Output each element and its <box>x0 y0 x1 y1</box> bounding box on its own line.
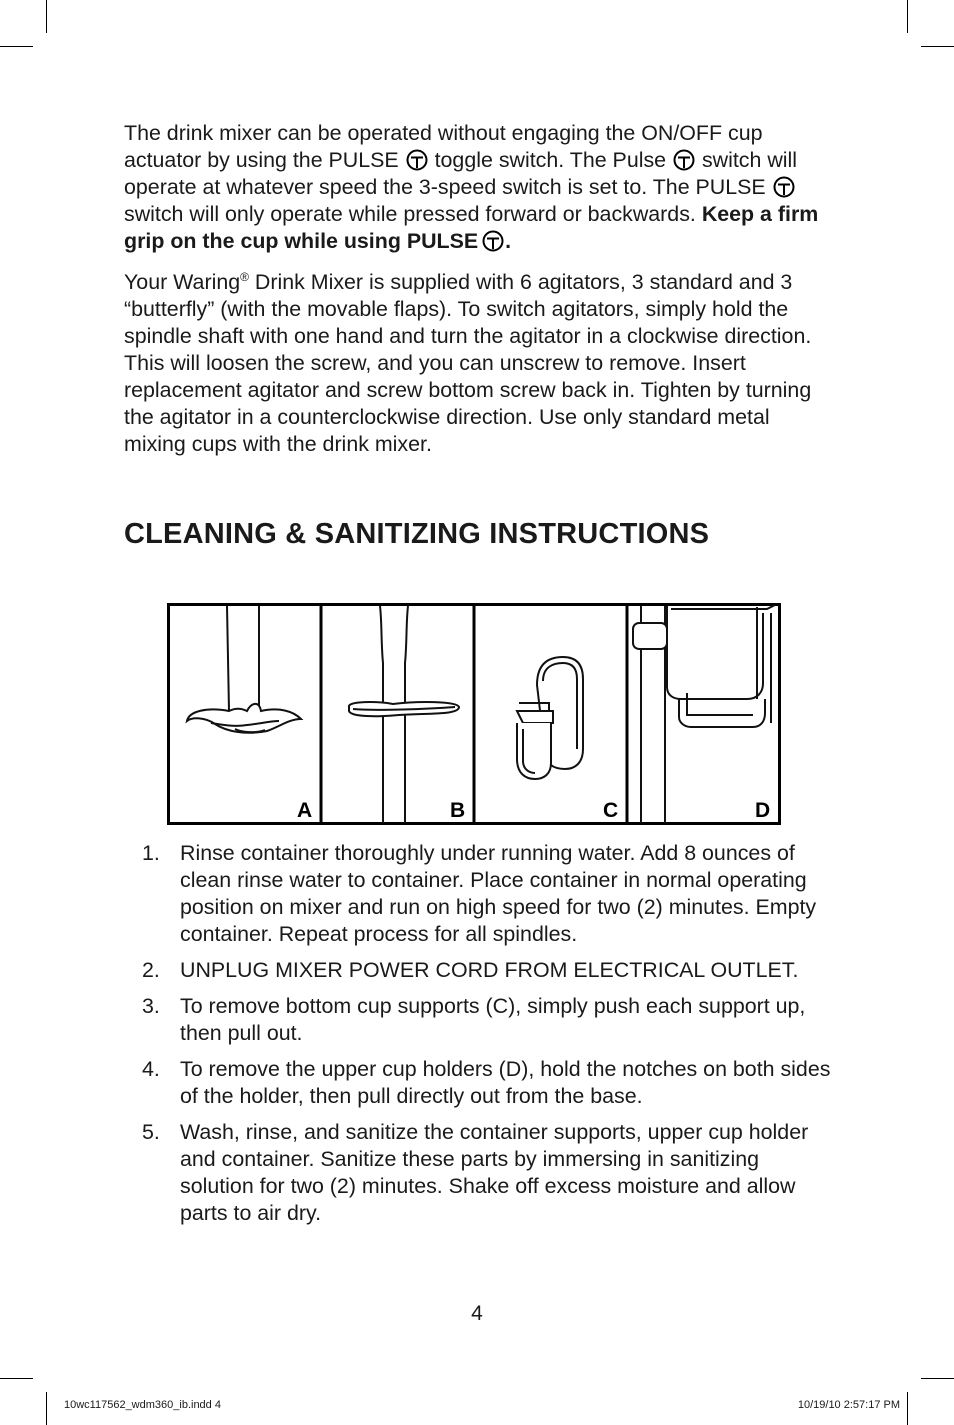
step-number: 5. <box>142 1120 160 1144</box>
step-number: 4. <box>142 1057 160 1081</box>
step-text: To remove the upper cup holders (D), hold the notches on both sides of the holder, then pull directly out from the base. <box>180 1057 831 1108</box>
text-span: . <box>505 229 512 253</box>
pulse-toggle-icon <box>773 176 795 198</box>
crop-mark <box>0 46 33 47</box>
parts-illustration <box>167 603 781 825</box>
figure-label-b: B <box>450 799 466 822</box>
text-span: Your Waring <box>124 270 241 294</box>
figure-label-c: C <box>603 799 619 822</box>
step-text: To remove bottom cup supports (C), simply push each support up, then pull out. <box>180 994 806 1045</box>
slug-timestamp: 10/19/10 2:57:17 PM <box>797 1399 900 1411</box>
list-item <box>124 993 836 1047</box>
list-item <box>124 1056 836 1110</box>
step-text: Wash, rinse, and sanitize the container supports, upper cup holder and container. Sanitize these parts by immersing in sanitizing solution for two (2) minutes. Shake off excess moisture and allow parts to air dry. <box>180 1120 809 1225</box>
step-number: 1. <box>142 841 160 865</box>
list-item <box>124 957 836 984</box>
text-span: Drink Mixer is supplied with 6 agitators, 3 standard and 3 “butterfly” (with the movable flaps). To switch agitators, simply hold the spindle shaft with one hand and turn the agitator in a clockwise direction. This will loosen the screw, and you can unscrew to remove. Insert replacement agitator and screw bottom screw back in. Tighten by turning the agitator in a counterclockwise direction. Use only standard metal mixing cups with the drink mixer. <box>124 270 812 456</box>
intro-paragraph-1 <box>124 120 836 255</box>
crop-mark <box>921 46 954 47</box>
intro-text <box>124 120 836 472</box>
text-span: switch will only operate while pressed forward or backwards. <box>124 202 696 226</box>
list-item <box>124 840 836 948</box>
figure-label-a: A <box>297 799 313 822</box>
crop-mark <box>0 1378 33 1379</box>
text-span: toggle switch. The Pulse <box>434 148 667 172</box>
step-number: 3. <box>142 994 160 1018</box>
crop-mark <box>921 1378 954 1379</box>
step-text: Rinse container thoroughly under running water. Add 8 ounces of clean rinse water to container. Place container in normal operating position on mixer and run on high speed for two (2) minutes. Empty container. Repeat process for all spindles. <box>180 841 817 946</box>
crop-mark <box>907 1392 908 1425</box>
crop-mark <box>907 0 908 33</box>
cleaning-steps <box>124 840 836 1236</box>
pulse-warning: Keep a firm grip on the cup while using PULSE <box>124 202 819 253</box>
registered-mark: ® <box>240 270 249 284</box>
page-number: 4 <box>471 1302 483 1325</box>
pulse-toggle-icon <box>406 149 428 171</box>
step-text: UNPLUG MIXER POWER CORD FROM ELECTRICAL OUTLET. <box>180 958 799 982</box>
step-number: 2. <box>142 958 160 982</box>
list-item <box>124 1119 836 1227</box>
figure-label-d: D <box>755 799 771 822</box>
section-title: CLEANING & SANITIZING INSTRUCTIONS <box>124 518 710 550</box>
crop-mark <box>46 1392 47 1425</box>
crop-mark <box>46 0 47 33</box>
slug-filename: 10wc117562_wdm360_ib.indd 4 <box>64 1399 221 1411</box>
intro-paragraph-2 <box>124 269 836 458</box>
text-span: switch will operate at whatever speed the 3-speed switch is set to. The PULSE <box>124 148 798 199</box>
pulse-toggle-icon <box>673 149 695 171</box>
pulse-toggle-icon <box>482 230 504 252</box>
text-span: The drink mixer can be operated without engaging the ON/OFF cup actuator by using the PULSE <box>124 121 763 172</box>
